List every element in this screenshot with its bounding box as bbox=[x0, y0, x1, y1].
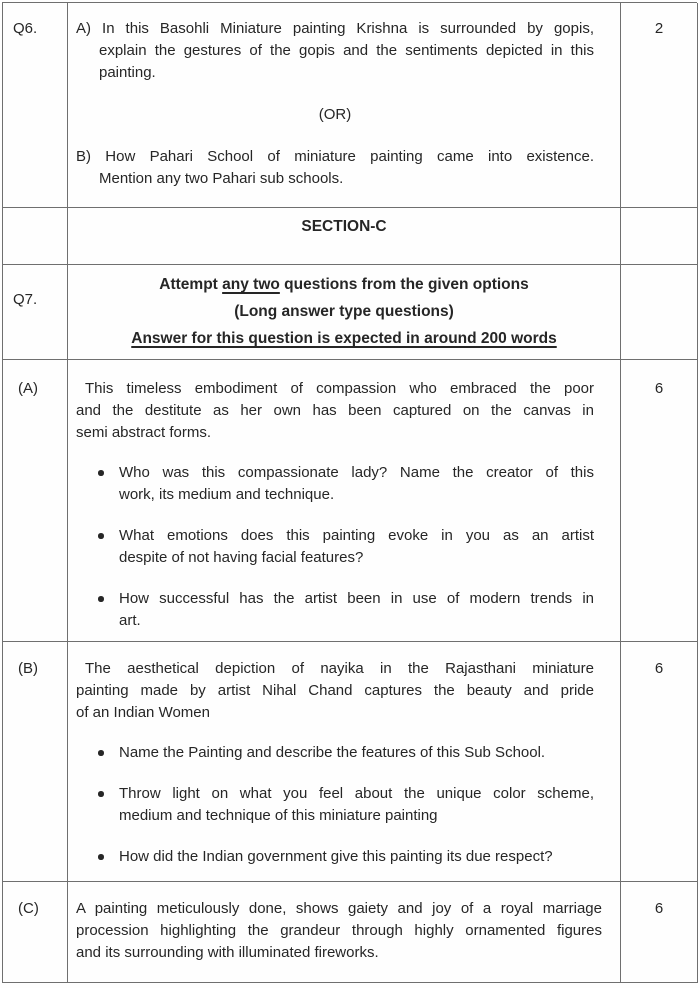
part-a-bullet-1: Who was this compassionate lady? Name the creator of this work, its medium and technique. bbox=[119, 464, 594, 503]
row-q6 bbox=[3, 3, 697, 208]
list-item bbox=[76, 462, 594, 506]
part-a-bullet-2: What emotions does this painting evoke in you as an artist despite of not having facial features? bbox=[119, 527, 594, 566]
part-b-bullet-1: Name the Painting and describe the features of this Sub School. bbox=[119, 744, 546, 761]
row-part-c bbox=[3, 882, 697, 983]
part-a-label: (A) bbox=[3, 360, 68, 642]
q7-instruction-line-2: (Long answer type questions) bbox=[234, 303, 454, 320]
part-b-marks: 6 bbox=[621, 642, 698, 882]
list-item bbox=[76, 742, 594, 764]
list-item bbox=[76, 525, 594, 569]
bullet-icon bbox=[98, 791, 104, 797]
part-b-label: (B) bbox=[3, 642, 68, 882]
bullet-icon bbox=[98, 470, 104, 476]
bullet-icon bbox=[98, 596, 104, 602]
row-q7 bbox=[3, 265, 697, 360]
q6-number: Q6. bbox=[3, 3, 68, 208]
row-part-a bbox=[3, 360, 697, 642]
part-c-label: (C) bbox=[3, 882, 68, 983]
part-a-marks: 6 bbox=[621, 360, 698, 642]
bullet-icon bbox=[98, 533, 104, 539]
q7-instructions bbox=[68, 265, 621, 360]
part-c-marks: 6 bbox=[621, 882, 698, 983]
q6-content bbox=[68, 3, 621, 208]
or-divider: (OR) bbox=[318, 106, 352, 123]
bullet-icon bbox=[98, 854, 104, 860]
attempt-suffix: questions from the given options bbox=[279, 276, 529, 293]
part-b-bullet-3: How did the Indian government give this painting its due respect? bbox=[119, 848, 553, 865]
part-a-intro: This timeless embodiment of compassion who embraced the poor and the destitute as her own has been captured on the canvas in semi abstract forms. bbox=[76, 380, 594, 441]
part-a-content bbox=[68, 360, 621, 642]
q6-marks: 2 bbox=[621, 3, 698, 208]
list-item bbox=[76, 588, 594, 632]
part-b-content bbox=[68, 642, 621, 882]
part-b-intro: The aesthetical depiction of nayika in the Rajasthani miniature painting made by artist Nihal Chand captures the beauty and pride of an Indian Women bbox=[76, 660, 594, 721]
part-c-text: A painting meticulously done, shows gaiety and joy of a royal marriage procession highlighting the grandeur through highly ornamented figures and its surrounding with illuminated fireworks. bbox=[76, 900, 602, 961]
q6-part-b-text: B) How Pahari School of miniature painting came into existence. Mention any two Pahari sub schools. bbox=[76, 148, 594, 187]
q7-number: Q7. bbox=[3, 265, 68, 360]
q7-marks-empty bbox=[621, 265, 698, 360]
list-item bbox=[76, 846, 594, 868]
row-part-b bbox=[3, 642, 697, 882]
attempt-any-two: any two bbox=[222, 276, 280, 293]
section-c-empty-left bbox=[3, 208, 68, 265]
part-c-content bbox=[68, 882, 621, 983]
question-table bbox=[2, 2, 697, 983]
q7-instruction-line-1 bbox=[78, 271, 610, 298]
q7-instruction-line-3: Answer for this question is expected in around 200 words bbox=[131, 330, 557, 347]
q6-part-a-text: A) In this Basohli Miniature painting Krishna is surrounded by gopis, explain the gestures of the gopis and the sentiments depicted in this painting. bbox=[76, 20, 594, 81]
part-a-bullet-3: How successful has the artist been in use of modern trends in art. bbox=[119, 590, 594, 629]
attempt-prefix: Attempt bbox=[159, 276, 223, 293]
part-b-bullet-2: Throw light on what you feel about the unique color scheme, medium and technique of this miniature painting bbox=[119, 785, 594, 824]
section-title: SECTION-C bbox=[68, 208, 621, 265]
row-section-c bbox=[3, 208, 697, 265]
list-item bbox=[76, 783, 594, 827]
bullet-icon bbox=[98, 750, 104, 756]
section-c-empty-right bbox=[621, 208, 698, 265]
